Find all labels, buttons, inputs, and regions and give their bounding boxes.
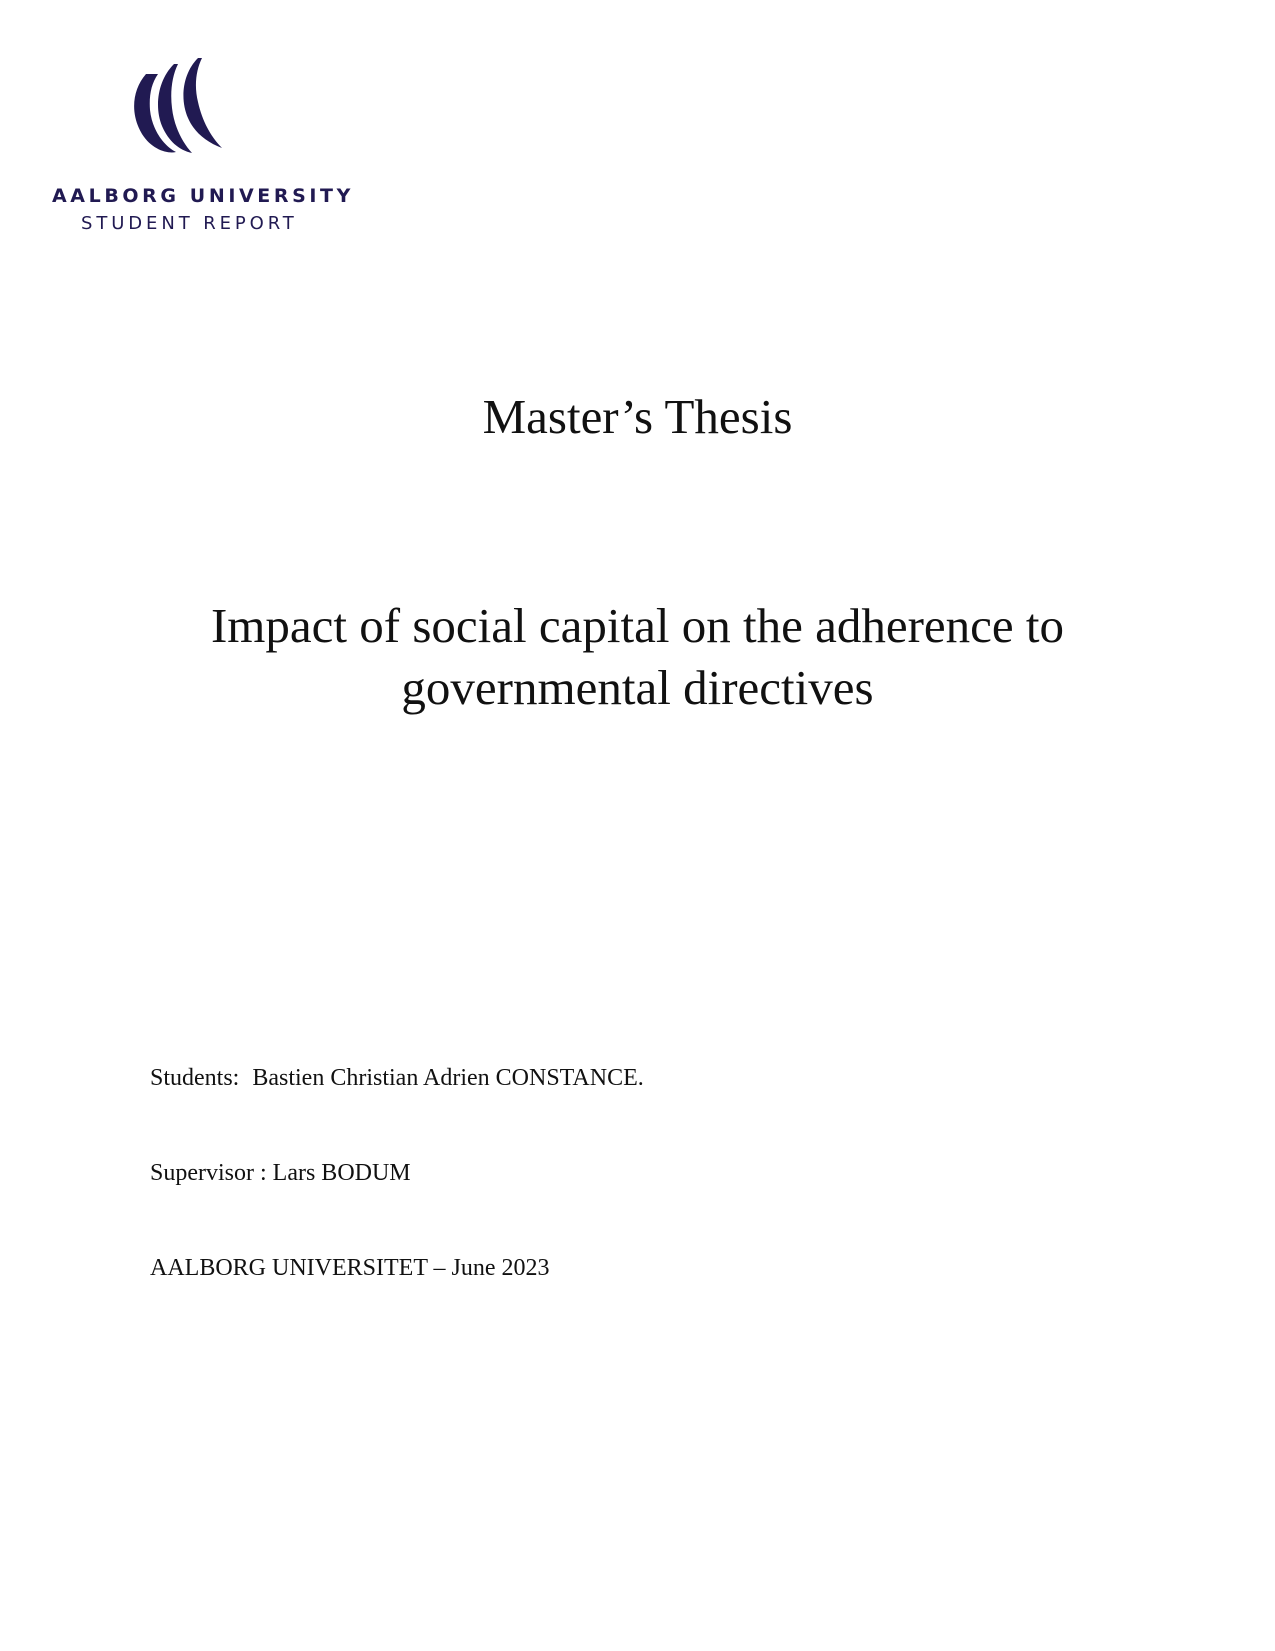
institution-date-line: AALBORG UNIVERSITET – June 2023 [150, 1255, 550, 1281]
students-line [150, 1063, 644, 1093]
thesis-title: Impact of social capital on the adherence to governmental directives [210, 598, 1065, 715]
aalborg-wave-logo-icon [130, 56, 230, 156]
supervisor-line: Supervisor : Lars BODUM [150, 1160, 411, 1186]
students-value: Bastien Christian Adrien CONSTANCE. [252, 1065, 644, 1091]
university-logo [52, 56, 354, 246]
thesis-type-heading: Master’s Thesis [482, 389, 793, 444]
logo-university-name: AALBORG UNIVERSITY [52, 185, 354, 207]
logo-subtitle: STUDENT REPORT [81, 213, 298, 234]
students-label: Students: [150, 1065, 240, 1091]
